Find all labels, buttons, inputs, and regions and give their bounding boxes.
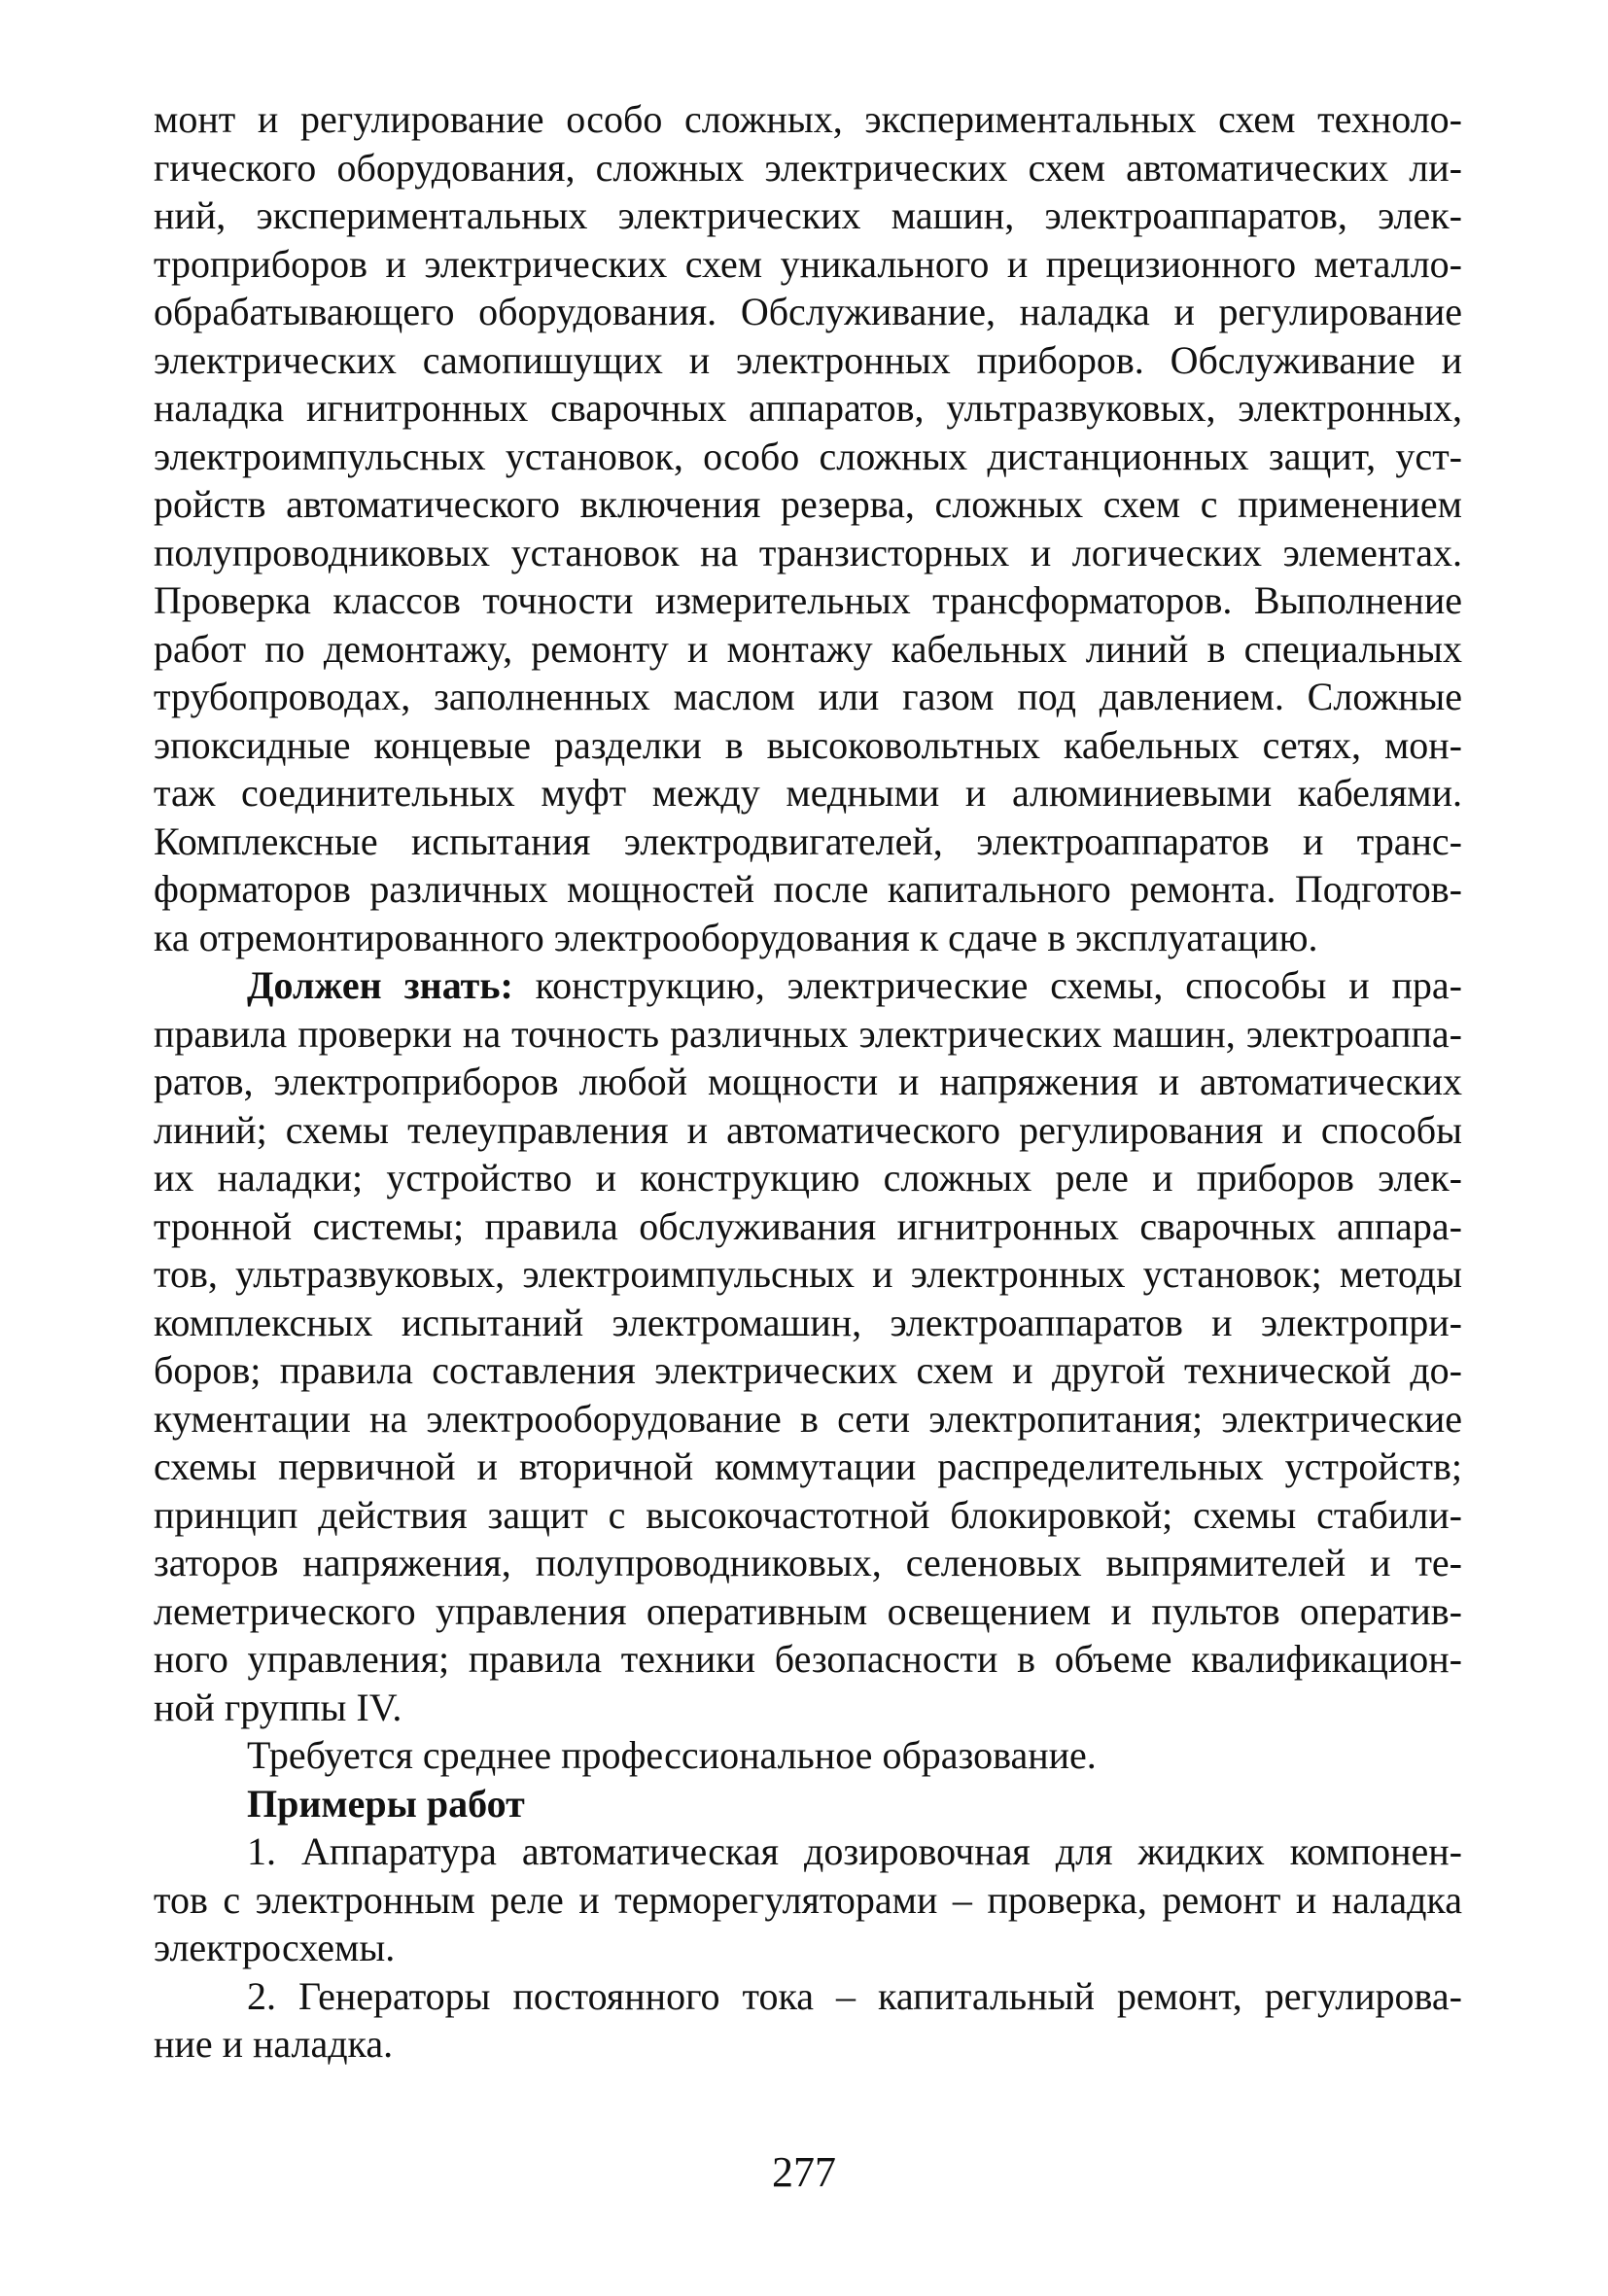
text-line: ного управления; правила техники безопасности в объеме квалификацион- <box>154 1637 1462 1681</box>
text-line: электрических самопишущих и электронных приборов. Обслуживание и <box>154 337 1462 382</box>
text-line: схемы первичной и вторичной коммутации распределительных устройств; <box>154 1444 1462 1488</box>
text-line: наладка игнитронных сварочных аппаратов, ультразвуковых, электронных, <box>154 386 1462 430</box>
text-line: Проверка классов точности измерительных трансформаторов. Выполнение <box>154 578 1462 622</box>
text-line: работ по демонтажу, ремонту и монтажу кабельных линий в специальных <box>154 626 1462 671</box>
text-line: леметрического управления оперативным освещением и пультов оператив- <box>154 1588 1462 1633</box>
text-line: электросхемы. <box>154 1926 396 1969</box>
text-line: полупроводниковых установок на транзисторных и логических элементах. <box>154 530 1462 574</box>
must-know-start: конструкцию, электрические схемы, способы и пра- <box>512 963 1463 1007</box>
must-know-label: Должен знать: <box>247 963 513 1007</box>
text-line: тов с электронным реле и терморегуляторами – проверка, ремонт и наладка <box>154 1877 1462 1922</box>
page-number: 277 <box>772 2148 836 2196</box>
text-line: ной группы IV. <box>154 1685 402 1729</box>
text-line: правила проверки на точность различных электрических машин, электроаппа- <box>154 1011 1462 1056</box>
text-line: монт и регулирование особо сложных, экспериментальных схем техноло- <box>154 97 1462 141</box>
text-line: ройств автоматического включения резерва, сложных схем с применением <box>154 482 1462 526</box>
text-line: ка отремонтированного электрооборудования к сдаче в эксплуатацию. <box>154 915 1318 959</box>
text-line: боров; правила составления электрических схем и другой технической до- <box>154 1348 1462 1392</box>
text-line: комплексных испытаний электромашин, электроаппаратов и электропри- <box>154 1300 1462 1344</box>
text-line: ний, экспериментальных электрических машин, электроаппаратов, элек- <box>154 193 1462 237</box>
example-item-1: 1. Аппаратура автоматическая дозировочная для жидких компонен- <box>247 1829 1462 1873</box>
text-line: электроимпульсных установок, особо сложных дистанционных защит, уст- <box>154 434 1462 478</box>
text-line: их наладки; устройство и конструкцию сложных реле и приборов элек- <box>154 1156 1462 1200</box>
text-line: гического оборудования, сложных электрических схем автоматических ли- <box>154 145 1462 190</box>
text-line: троприборов и электрических схем уникального и прецизионного металло- <box>154 241 1462 286</box>
text-line: ние и наладка. <box>154 2022 394 2066</box>
text-line: принцип действия защит с высокочастотной блокировкой; схемы стабили- <box>154 1492 1462 1537</box>
text-line: Комплексные испытания электродвигателей, электроаппаратов и транс- <box>154 818 1462 863</box>
text-line: линий; схемы телеуправления и автоматического регулирования и способы <box>154 1107 1462 1152</box>
text-line: форматоров различных мощностей после капитального ремонта. Подготов- <box>154 867 1462 911</box>
text-line: заторов напряжения, полупроводниковых, селеновых выпрямителей и те- <box>154 1541 1462 1584</box>
text-line: ратов, электроприборов любой мощности и напряжения и автоматических <box>154 1060 1462 1103</box>
text-line: тронной системы; правила обслуживания игнитронных сварочных аппара- <box>154 1203 1462 1248</box>
must-know-line <box>154 961 1462 1010</box>
example-item-2: 2. Генераторы постоянного тока – капитальный ремонт, регулирова- <box>247 1973 1462 2018</box>
text-line: обрабатывающего оборудования. Обслуживание, наладка и регулирование <box>154 290 1462 333</box>
text-line: тов, ультразвуковых, электроимпульсных и электронных установок; методы <box>154 1252 1462 1296</box>
body-text <box>154 95 1462 2069</box>
text-line: трубопроводах, заполненных маслом или газом под давлением. Сложные <box>154 675 1462 718</box>
text-line: кументации на электрооборудование в сети электропитания; электрические <box>154 1396 1462 1441</box>
examples-heading: Примеры работ <box>247 1781 525 1826</box>
text-line: таж соединительных муфт между медными и алюминиевыми кабелями. <box>154 771 1462 815</box>
education-requirement: Требуется среднее профессиональное образование. <box>247 1733 1097 1777</box>
text-line: эпоксидные концевые разделки в высоковольтных кабельных сетях, мон- <box>154 722 1462 767</box>
